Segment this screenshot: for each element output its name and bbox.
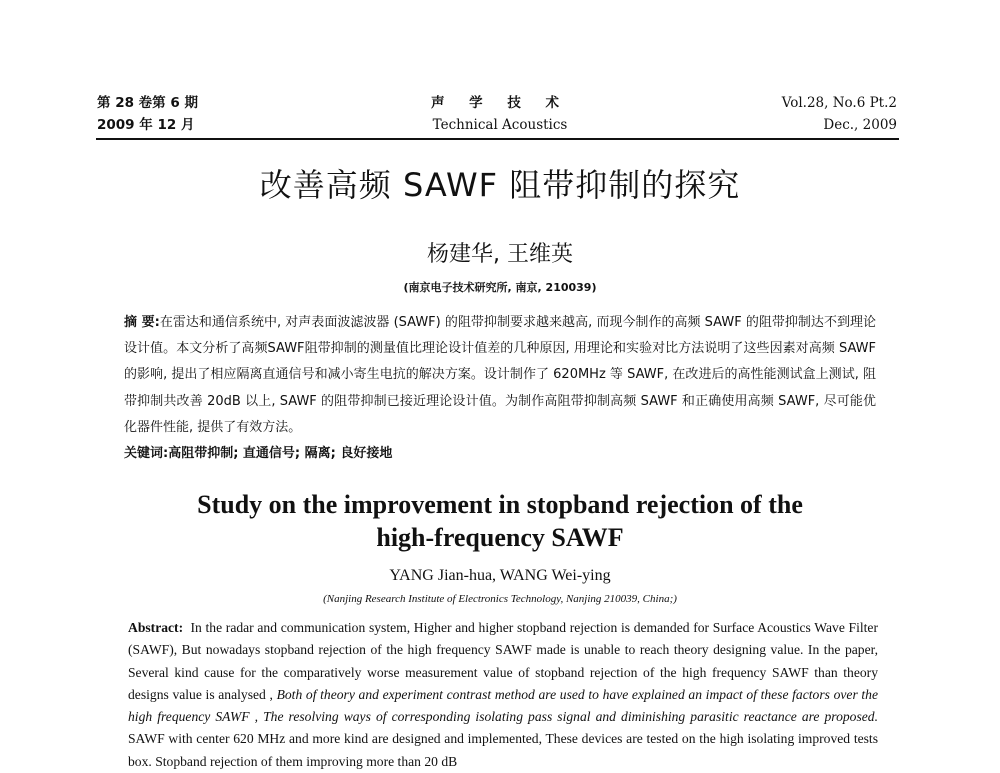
keywords-cn-label: 关键词: — [124, 446, 169, 461]
journal-issue-cn — [97, 92, 198, 136]
abstract-en-text-1: In the radar and communication system, Higher and higher stopband rejection is demanded for Surface Acoustics Wave Filter (SAWF), But nowadays stopband rejection of the high frequency SAWF made is unable to reach theory designing value. In the paper, Several kind cause for the comparatively worse measurement value of stopband rejection of the high frequency SAWF than theory designs value is analysed , — [128, 620, 878, 702]
abstract-en-text-2: SAWF with center 620 MHz and more kind are designed and implemented, These devices are tested on the high isolating improved tests box. Stopband rejection of them improving more than 20 dB — [128, 731, 878, 769]
abstract-en-label: Abstract: — [128, 620, 184, 635]
journal-name-cn: 声 学 技 术 — [430, 95, 570, 111]
affiliation-cn: (南京电子技术研究所, 南京, 210039) — [403, 281, 597, 294]
abstract-en — [128, 617, 878, 773]
date-cn: 2009 年 12 月 — [97, 117, 195, 133]
paper-title-en-line1: Study on the improvement in stopband rejection of the — [197, 490, 803, 519]
date-en: Dec., 2009 — [823, 117, 897, 133]
volume-issue-cn: 第 28 卷第 6 期 — [97, 95, 198, 111]
abstract-cn — [124, 310, 876, 441]
affiliation-en: (Nanjing Research Institute of Electronics Technology, Nanjing 210039, China;) — [323, 593, 677, 605]
header-rule — [96, 138, 899, 140]
keywords-cn — [124, 443, 876, 465]
authors-en: YANG Jian-hua, WANG Wei-ying — [389, 567, 611, 584]
authors-cn: 杨建华, 王维英 — [427, 242, 573, 267]
keywords-cn-text: 高阻带抑制; 直通信号; 隔离; 良好接地 — [168, 446, 393, 461]
abstract-cn-label: 摘 要: — [124, 315, 160, 330]
abstract-en-text-italic: Both of theory and experiment contrast method are used to have explained an impact of these factors over the high frequency SAWF , The resolving ways of corresponding isolating pass signal and diminishing parasitic reactance are proposed. — [128, 686, 879, 725]
paper-title-en — [0, 488, 1000, 554]
journal-name-en: Technical Acoustics — [432, 117, 568, 133]
volume-issue-en: Vol.28, No.6 Pt.2 — [781, 95, 897, 111]
journal-issue-en — [782, 92, 897, 136]
paper-title-cn: 改善高频 SAWF 阻带抑制的探究 — [259, 166, 741, 204]
paper-title-en-line2: high-frequency SAWF — [376, 523, 624, 552]
abstract-cn-text: 在雷达和通信系统中, 对声表面波滤波器 (SAWF) 的阻带抑制要求越来越高, 而现今制作的高频 SAWF 的阻带抑制达不到理论设计值。本文分析了高频SAWF阻带抑制的测量值比理论设计值差的几种原因, 用理论和实验对比方法说明了这些因素对高频 SAWF 的影响, 提出了相应隔离直通信号和减小寄生电抗的解决方案。设计制作了 620MHz 等 SAWF, 在改进后的高性能测试盒上测试, 阻带抑制共改善 20dB 以上, SAWF 的阻带抑制已接近理论设计值。为制作高阻带抑制高频 SAWF 和正确使用高频 SAWF, 尽可能优化器件性能, 提供了有效方法。 — [124, 315, 877, 435]
journal-name — [400, 92, 600, 136]
